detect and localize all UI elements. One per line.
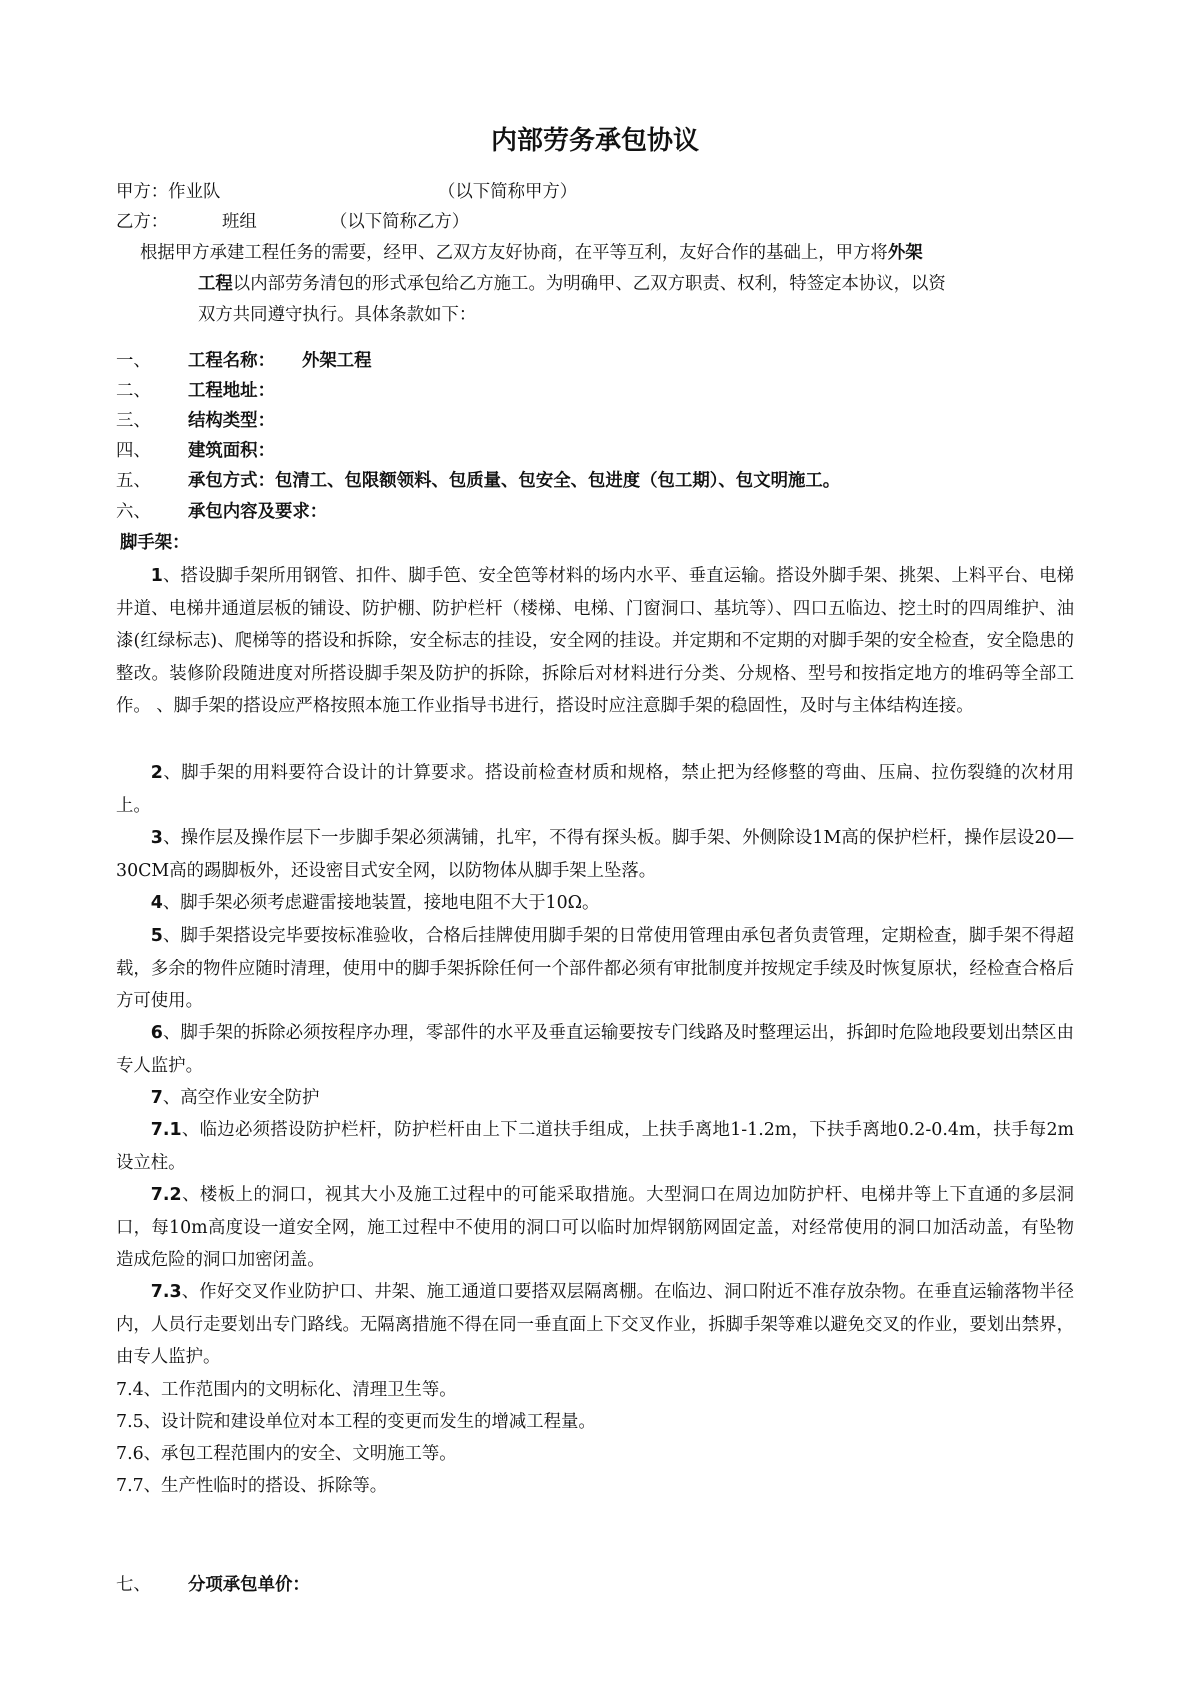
section-4 xyxy=(116,436,1076,466)
item-5: 5、脚手架搭设完毕要按标准验收，合格后挂牌使用脚手架的日常使用管理由承包者负责管理，定期检查，脚手架不得超载，多余的物件应随时清理，使用中的脚手架拆除任何一个部件都必须有审批制度并按规定手续及时恢复原状，经检查合格后方可使用。 xyxy=(116,926,1074,1011)
item-7-3: 7.3、作好交叉作业防护口、井架、施工通道口要搭双层隔离棚。在临边、洞口附近不准存放杂物。在垂直运输落物半径内，人员行走要划出专门路线。无隔离措施不得在同一垂直面上下交叉作业，拆脚手架等难以避免交叉的作业，要划出禁界，由专人监护。 xyxy=(116,1282,1074,1367)
section-6 xyxy=(116,497,1076,527)
intro-text-2: 以内部劳务清包的形式承包给乙方施工。为明确甲、乙双方职责、权利，特签定本协议，以资 xyxy=(232,274,946,294)
section-7-label: 分项承包单价： xyxy=(188,1575,310,1595)
section-5 xyxy=(116,466,1076,496)
item-7-1: 7.1、临边必须搭设防护栏杆，防护栏杆由上下二道扶手组成，上扶手离地1-1.2m，下扶手离地0.2-0.4m，扶手每2m设立柱。 xyxy=(116,1120,1074,1173)
section-6-number: 六、 xyxy=(116,502,151,522)
intro-bold-2: 工程 xyxy=(198,274,233,294)
item-6: 6、脚手架的拆除必须按程序办理，零部件的水平及垂直运输要按专门线路及时整理运出，拆卸时危险地段要划出禁区由专人监护。 xyxy=(116,1023,1074,1076)
sub-item-7-4: 7.4、工作范围内的文明标化、清理卫生等。 xyxy=(116,1380,457,1400)
document-title: 内部劳务承包协议 xyxy=(490,126,699,156)
section-7 xyxy=(116,1570,1076,1600)
item-7-2: 7.2、楼板上的洞口，视其大小及施工过程中的可能采取措施。大型洞口在周边加防护杆、电梯井等上下直通的多层洞口，每10m高度设一道安全网，施工过程中不使用的洞口可以临时加焊钢筋网固定盖，对经常使用的洞口加活动盖，有坠物造成危险的洞口加密闭盖。 xyxy=(116,1185,1074,1270)
section-7-number: 七、 xyxy=(116,1575,151,1595)
party-a-note: （以下简称甲方） xyxy=(438,182,578,202)
sub-item-7-7: 7.7、生产性临时的搭设、拆除等。 xyxy=(116,1476,388,1496)
party-b-note: （以下简称乙方） xyxy=(330,212,470,232)
party-b-label: 乙方： xyxy=(116,212,169,232)
section-3-number: 三、 xyxy=(116,411,151,431)
section-2-label: 工程地址： xyxy=(188,381,275,401)
party-b-group: 班组 xyxy=(222,212,257,232)
intro-line-2 xyxy=(198,269,946,299)
item-4: 4、脚手架必须考虑避雷接地装置，接地电阻不大于10Ω。 xyxy=(150,893,600,913)
item-1: 1、搭设脚手架所用钢管、扣件、脚手笆、安全笆等材料的场内水平、垂直运输。搭设外脚手架、挑架、上料平台、电梯井道、电梯井通道层板的铺设、防护棚、防护栏杆（楼梯、电梯、门窗洞口、基坑等）、四口五临边、挖土时的四周维护、油漆(红绿标志)、爬梯等的搭设和拆除，安全标志的挂设，安全网的挂设。并定期和不定期的对脚手架的安全检查，安全隐患的整改。装修阶段随进度对所搭设脚手架及防护的拆除，拆除后对材料进行分类、分规格、型号和按指定地方的堆码等全部工作。 、脚手架的搭设应严格按照本施工作业指导书进行，搭设时应注意脚手架的稳固性，及时与主体结构连接。 xyxy=(116,566,1074,716)
section-1-label: 工程名称： xyxy=(188,351,275,371)
section-1-number: 一、 xyxy=(116,351,151,371)
party-a-label: 甲方：作业队 xyxy=(116,182,221,202)
sub-item-7-5: 7.5、设计院和建设单位对本工程的变更而发生的增减工程量。 xyxy=(116,1412,596,1432)
sub-item-7-6: 7.6、承包工程范围内的安全、文明施工等。 xyxy=(116,1444,457,1464)
section-6-label: 承包内容及要求： xyxy=(188,502,328,522)
intro-text-1: 根据甲方承建工程任务的需要，经甲、乙双方友好协商，在平等互利，友好合作的基础上，甲方将 xyxy=(140,243,888,263)
section-5-label: 承包方式：包清工、包限额领料、包质量、包安全、包进度（包工期）、包文明施工。 xyxy=(188,471,841,491)
section-3 xyxy=(116,406,1076,436)
party-a-line xyxy=(116,177,220,207)
section-2-number: 二、 xyxy=(116,381,151,401)
section-3-label: 结构类型： xyxy=(188,411,275,431)
section-4-label: 建筑面积： xyxy=(188,441,275,461)
section-1-value: 外架工程 xyxy=(302,351,372,371)
intro-bold-1: 外架 xyxy=(887,243,923,263)
scaffold-heading: 脚手架： xyxy=(120,533,190,553)
section-5-number: 五、 xyxy=(116,471,151,491)
intro-line-3: 双方共同遵守执行。具体条款如下： xyxy=(198,305,477,325)
item-2: 2、脚手架的用料要符合设计的计算要求。搭设前检查材质和规格，禁止把为经修整的弯曲、压扁、拉伤裂缝的次材用上。 xyxy=(116,763,1074,816)
intro-line-1 xyxy=(140,238,923,268)
item-7: 7、高空作业安全防护 xyxy=(150,1088,320,1108)
item-3: 3、操作层及操作层下一步脚手架必须满铺，扎牢，不得有探头板。脚手架、外侧除设1M高的保护栏杆，操作层设20—30CM高的踢脚板外，还设密目式安全网，以防物体从脚手架上坠落。 xyxy=(116,828,1074,881)
section-1 xyxy=(116,346,1076,376)
section-2 xyxy=(116,376,1076,406)
section-4-number: 四、 xyxy=(116,441,151,461)
